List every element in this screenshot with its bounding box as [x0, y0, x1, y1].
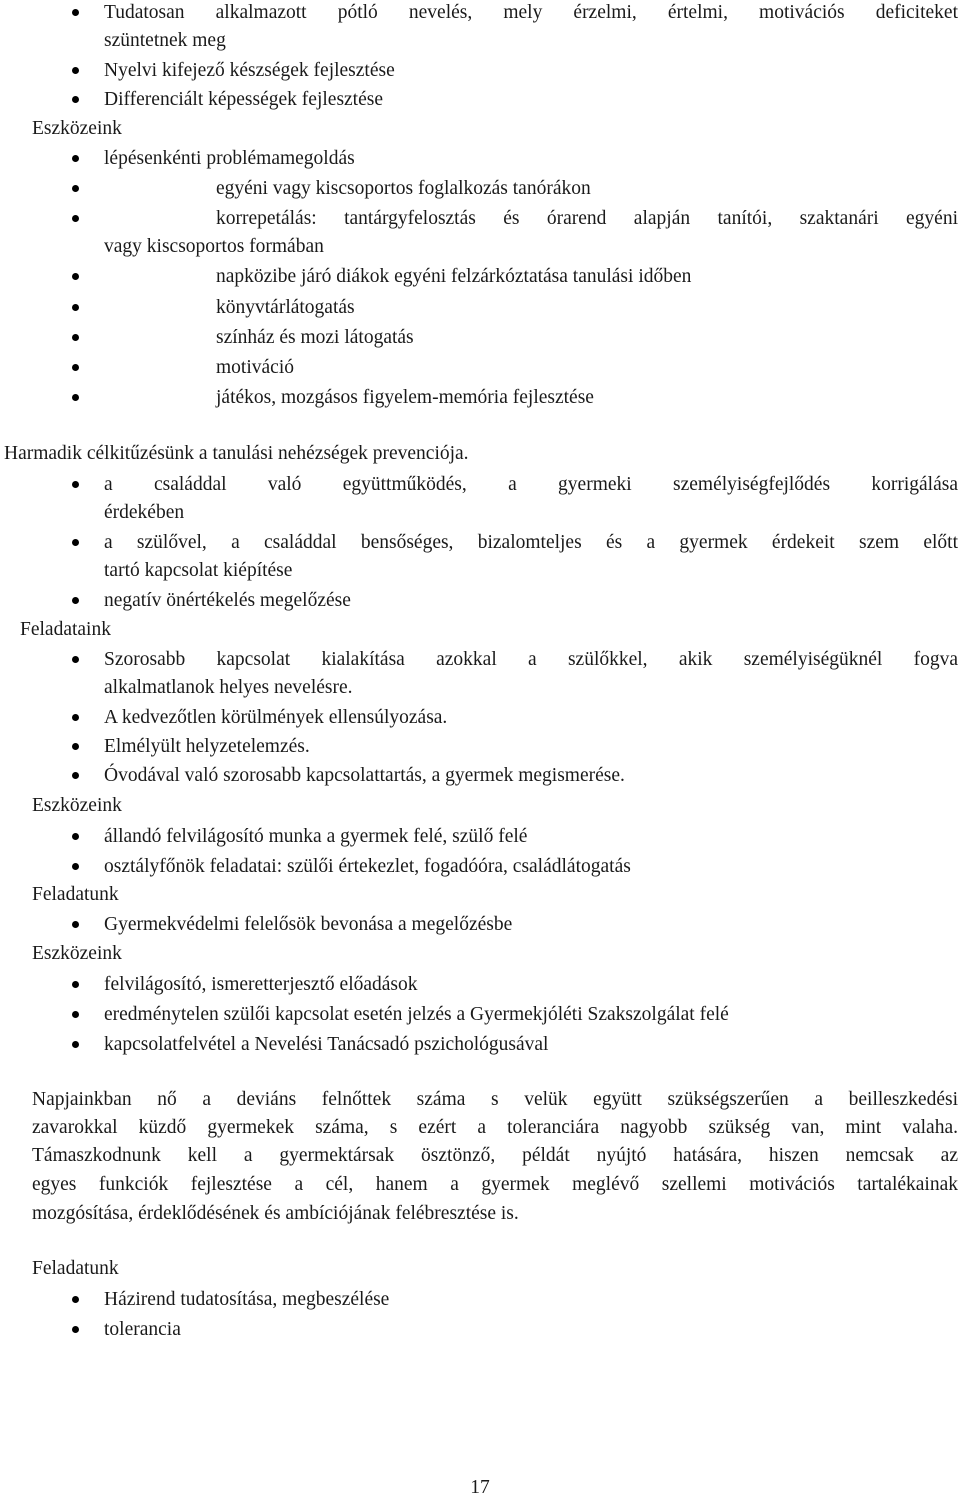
- bullet: [72, 304, 79, 311]
- list-item: Szorosabb kapcsolat kialakítása azokkal a szülőkkel, akik személyiségüknél fogva: [104, 649, 958, 670]
- list-item: Differenciált képességek fejlesztése: [104, 89, 383, 110]
- bullet: [72, 1326, 79, 1333]
- bullet: [72, 772, 79, 779]
- bullet: [72, 921, 79, 928]
- bullet: [72, 394, 79, 401]
- list-item: Gyermekvédelmi felelősök bevonása a megelőzésbe: [104, 914, 513, 935]
- bullet: [72, 481, 79, 488]
- list-item: felvilágosító, ismeretterjesztő előadások: [104, 974, 418, 995]
- bullet: [72, 1041, 79, 1048]
- list-item: Nyelvi kifejező készségek fejlesztése: [104, 60, 395, 81]
- bullet: [72, 96, 79, 103]
- bullet: [72, 714, 79, 721]
- list-item-continuation: szüntetnek meg: [104, 30, 226, 51]
- paragraph-line: mozgósítása, érdeklődésének és ambíciójának felébresztése is.: [32, 1203, 519, 1224]
- paragraph-line: zavarokkal küzdő gyermekek száma, s ezért a toleranciára nagyobb szükség van, mint valaha.: [32, 1117, 958, 1138]
- bullet: [72, 597, 79, 604]
- list-item: lépésenkénti problémamegoldás: [104, 148, 355, 169]
- list-item: Óvodával való szorosabb kapcsolattartás, a gyermek megismerése.: [104, 765, 625, 786]
- bullet: [72, 9, 79, 16]
- bullet: [72, 981, 79, 988]
- bullet: [72, 539, 79, 546]
- list-item: negatív önértékelés megelőzése: [104, 590, 351, 611]
- list-item: egyéni vagy kiscsoportos foglalkozás tanórákon: [216, 178, 591, 199]
- bullet: [72, 273, 79, 280]
- bullet: [72, 364, 79, 371]
- list-item: kapcsolatfelvétel a Nevelési Tanácsadó pszichológusával: [104, 1034, 549, 1055]
- list-item: könyvtárlátogatás: [216, 297, 355, 318]
- list-item-continuation: érdekében: [104, 502, 185, 523]
- section-label: Eszközeink: [32, 118, 122, 139]
- list-item: állandó felvilágosító munka a gyermek felé, szülő felé: [104, 826, 528, 847]
- paragraph-line: Napjainkban nő a deviáns felnőttek száma s velük együtt szükségszerűen a beilleszkedési: [32, 1089, 958, 1110]
- list-item: motiváció: [216, 357, 294, 378]
- list-item: Tudatosan alkalmazott pótló nevelés, mely érzelmi, értelmi, motivációs deficiteket: [104, 2, 958, 23]
- list-item: színház és mozi látogatás: [216, 327, 414, 348]
- bullet: [72, 656, 79, 663]
- bullet: [72, 743, 79, 750]
- page-number: 17: [470, 1477, 490, 1498]
- bullet: [72, 67, 79, 74]
- bullet: [72, 863, 79, 870]
- list-item: Elmélyült helyzetelemzés.: [104, 736, 310, 757]
- section-heading: Harmadik célkitűzésünk a tanulási nehézségek prevenciója.: [4, 443, 469, 464]
- list-item: eredménytelen szülői kapcsolat esetén jelzés a Gyermekjóléti Szakszolgálat felé: [104, 1004, 729, 1025]
- list-item-continuation: alkalmatlanok helyes nevelésre.: [104, 677, 353, 698]
- list-item: a szülővel, a családdal bensőséges, bizalomteljes és a gyermek érdekeit szem előtt: [104, 532, 958, 553]
- section-label: Feladatunk: [32, 1258, 119, 1279]
- list-item: osztályfőnök feladatai: szülői értekezlet, fogadóóra, családlátogatás: [104, 856, 631, 877]
- list-item: napközibe járó diákok egyéni felzárkóztatása tanulási időben: [216, 266, 692, 287]
- bullet: [72, 215, 79, 222]
- list-item: a családdal való együttműködés, a gyermeki személyiségfejlődés korrigálása: [104, 474, 958, 495]
- bullet: [72, 833, 79, 840]
- list-item: A kedvezőtlen körülmények ellensúlyozása.: [104, 707, 448, 728]
- paragraph-line: Támaszkodnunk kell a gyermektársak ösztönző, példát nyújtó hatására, hiszen nemcsak az: [32, 1145, 958, 1166]
- list-item-continuation: tartó kapcsolat kiépítése: [104, 560, 293, 581]
- bullet: [72, 1011, 79, 1018]
- list-item-continuation: vagy kiscsoportos formában: [104, 236, 324, 257]
- section-label: Feladatunk: [32, 884, 119, 905]
- paragraph-line: egyes funkciók fejlesztése a cél, hanem a gyermek meglévő szellemi motivációs tartalékainak: [32, 1174, 958, 1195]
- list-item: játékos, mozgásos figyelem-memória fejlesztése: [216, 387, 594, 408]
- bullet: [72, 155, 79, 162]
- list-item: korrepetálás: tantárgyfelosztás és órarend alapján tanítói, szaktanári egyéni: [216, 208, 958, 229]
- bullet: [72, 334, 79, 341]
- list-item: Házirend tudatosítása, megbeszélése: [104, 1289, 390, 1310]
- section-label: Eszközeink: [32, 943, 122, 964]
- bullet: [72, 185, 79, 192]
- list-item: tolerancia: [104, 1319, 181, 1340]
- section-label: Eszközeink: [32, 795, 122, 816]
- section-label: Feladataink: [20, 619, 111, 640]
- bullet: [72, 1296, 79, 1303]
